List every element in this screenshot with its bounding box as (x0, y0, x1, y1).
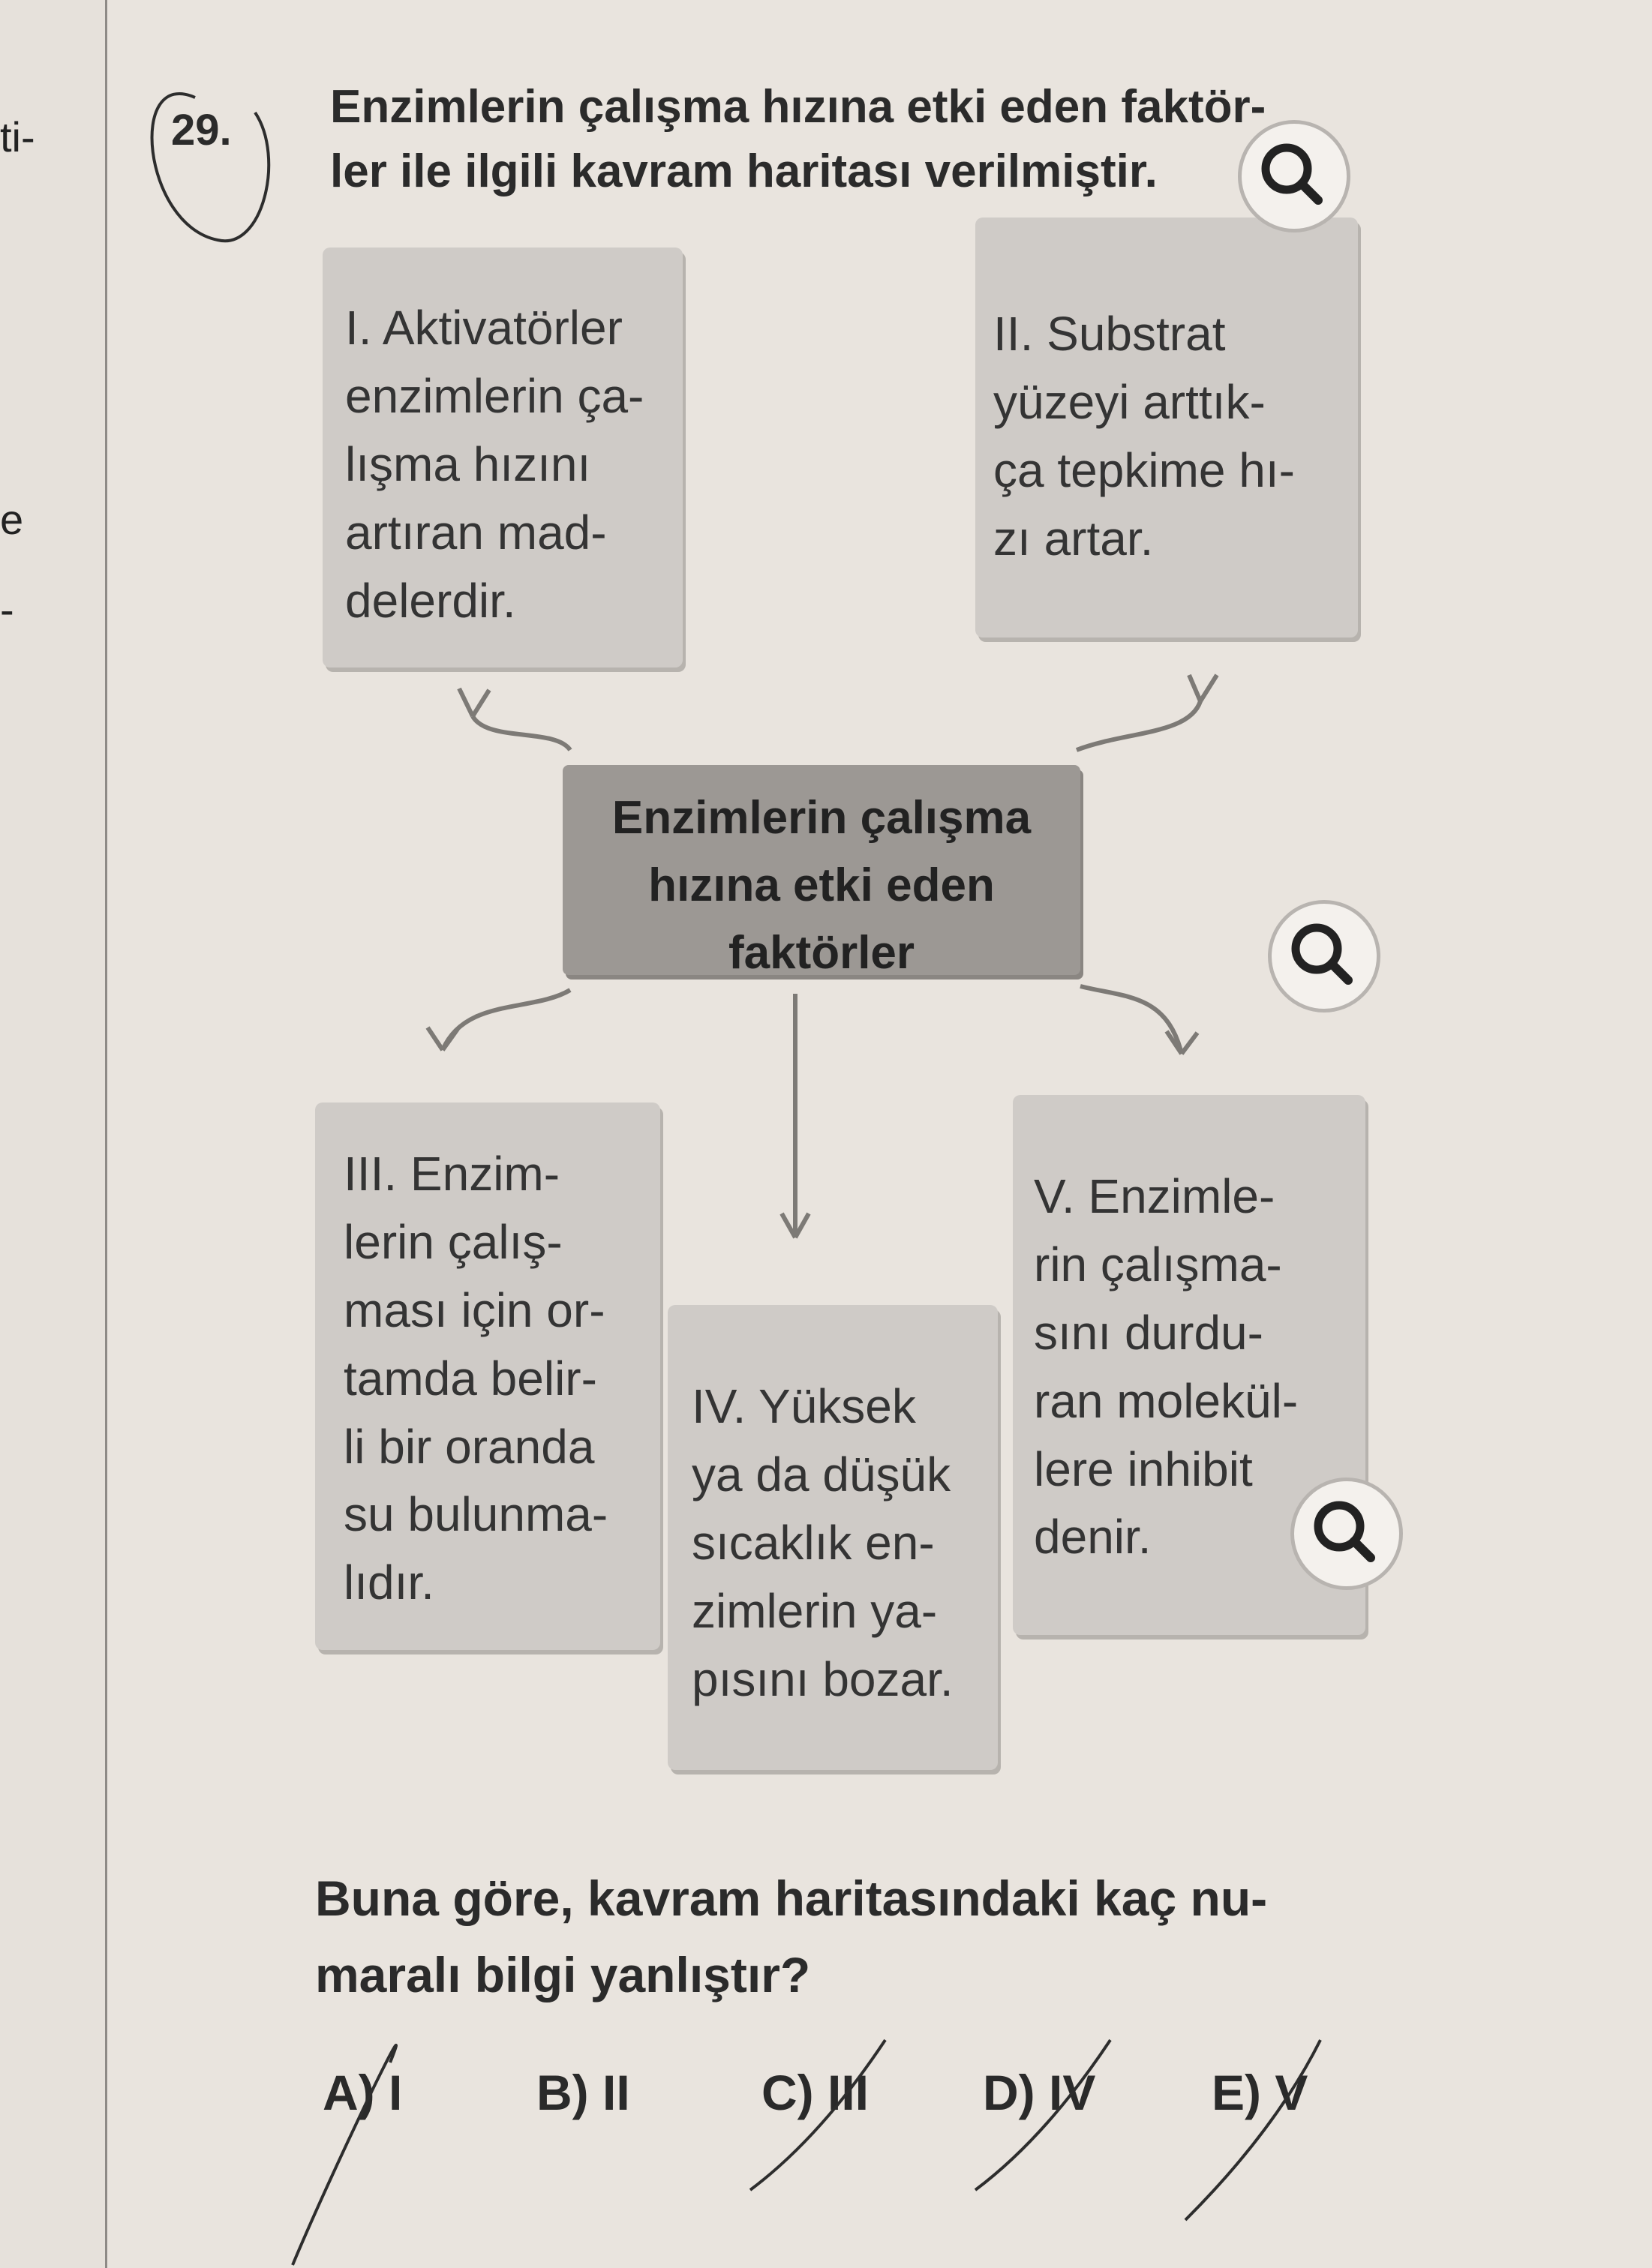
box-5-line-2: rin çalışma- (1034, 1237, 1282, 1292)
box-5-line-3: sını durdu- (1034, 1305, 1263, 1360)
edge-text-2: e (0, 496, 24, 543)
concept-box-2 (975, 218, 1358, 638)
search-icon[interactable] (1290, 1478, 1403, 1590)
prompt-line-1: Buna göre, kavram haritasındaki kaç nu- (315, 1870, 1268, 1926)
center-line-2: hızına etki eden (648, 859, 995, 911)
box-1-line-1: I. Aktivatörler (345, 301, 623, 355)
box-3-line-6: su bulunma- (344, 1487, 608, 1542)
concept-map-center (563, 765, 1080, 979)
question-title (330, 75, 1365, 203)
option-b[interactable]: B) II (536, 2065, 630, 2120)
center-line-1: Enzimlerin çalışma (611, 792, 1032, 844)
connector-to-box-3 (443, 990, 570, 1050)
arrow-icon (782, 1214, 809, 1238)
arrow-icon (428, 1028, 458, 1050)
concept-box-1 (323, 248, 683, 668)
arrow-icon (1189, 675, 1217, 701)
box-3-line-2: lerin çalış- (344, 1214, 563, 1269)
box-5-line-5: lere inhibit (1034, 1442, 1253, 1496)
edge-text-1: ti- (0, 113, 35, 160)
box-3-line-7: lıdır. (344, 1556, 434, 1610)
box-2-line-1: II. Substrat (993, 307, 1226, 361)
box-4-line-2: ya da düşük (692, 1447, 951, 1502)
box-3-line-3: ması için or- (344, 1282, 605, 1337)
connector-to-box-5 (1080, 986, 1182, 1054)
box-5-line-1: V. Enzimle- (1034, 1169, 1275, 1223)
box-5-line-6: denir. (1034, 1510, 1152, 1564)
center-line-3: faktörler (728, 926, 915, 979)
connector-to-box-1 (473, 716, 570, 750)
option-d[interactable]: D) IV (983, 2065, 1096, 2120)
box-1-line-5: delerdir. (345, 573, 516, 628)
option-e[interactable]: E) V (1212, 2065, 1308, 2120)
concept-box-3 (315, 1102, 660, 1650)
search-icon-glyph (1294, 1481, 1399, 1586)
box-2-line-2: yüzeyi arttık- (993, 374, 1266, 429)
search-icon-glyph (1242, 124, 1347, 229)
box-2-line-4: zı artar. (993, 511, 1154, 566)
arrow-icon (459, 688, 489, 716)
question-title-line-2: ler ile ilgili kavram haritası verilmiştir. (330, 145, 1158, 197)
box-1-line-4: artıran mad- (345, 505, 607, 560)
option-c[interactable]: C) III (761, 2065, 869, 2120)
box-3-line-1: III. Enzim- (344, 1147, 560, 1201)
search-icon[interactable] (1238, 120, 1350, 232)
option-a[interactable]: A) I (323, 2065, 403, 2120)
page-margin (0, 0, 107, 2268)
box-2-line-3: ça tepkime hı- (993, 442, 1295, 497)
box-3-line-4: tamda belir- (344, 1351, 597, 1406)
box-1-line-2: enzimlerin ça- (345, 368, 644, 423)
box-4-line-3: sıcaklık en- (692, 1515, 935, 1570)
box-4-line-4: zimlerin ya- (692, 1583, 938, 1638)
box-3-line-5: li bir oranda (344, 1419, 595, 1474)
question-title-line-1: Enzimlerin çalışma hızına etki eden faktör- (330, 81, 1266, 133)
search-icon[interactable] (1268, 900, 1380, 1012)
prompt-line-2: maralı bilgi yanlıştır? (315, 1947, 811, 2003)
box-4-line-5: pısını bozar. (692, 1652, 954, 1706)
arrow-icon (1167, 1031, 1197, 1054)
connector-to-box-2 (1077, 701, 1200, 750)
box-5-line-4: ran molekül- (1034, 1373, 1299, 1428)
question-number: 29. (171, 106, 232, 154)
box-4-line-1: IV. Yüksek (692, 1379, 916, 1433)
concept-box-4 (668, 1305, 998, 1770)
edge-text-3: - (0, 586, 14, 633)
search-icon-glyph (1272, 904, 1377, 1009)
question-prompt (315, 1860, 1455, 2014)
box-1-line-3: lışma hızını (345, 436, 591, 491)
